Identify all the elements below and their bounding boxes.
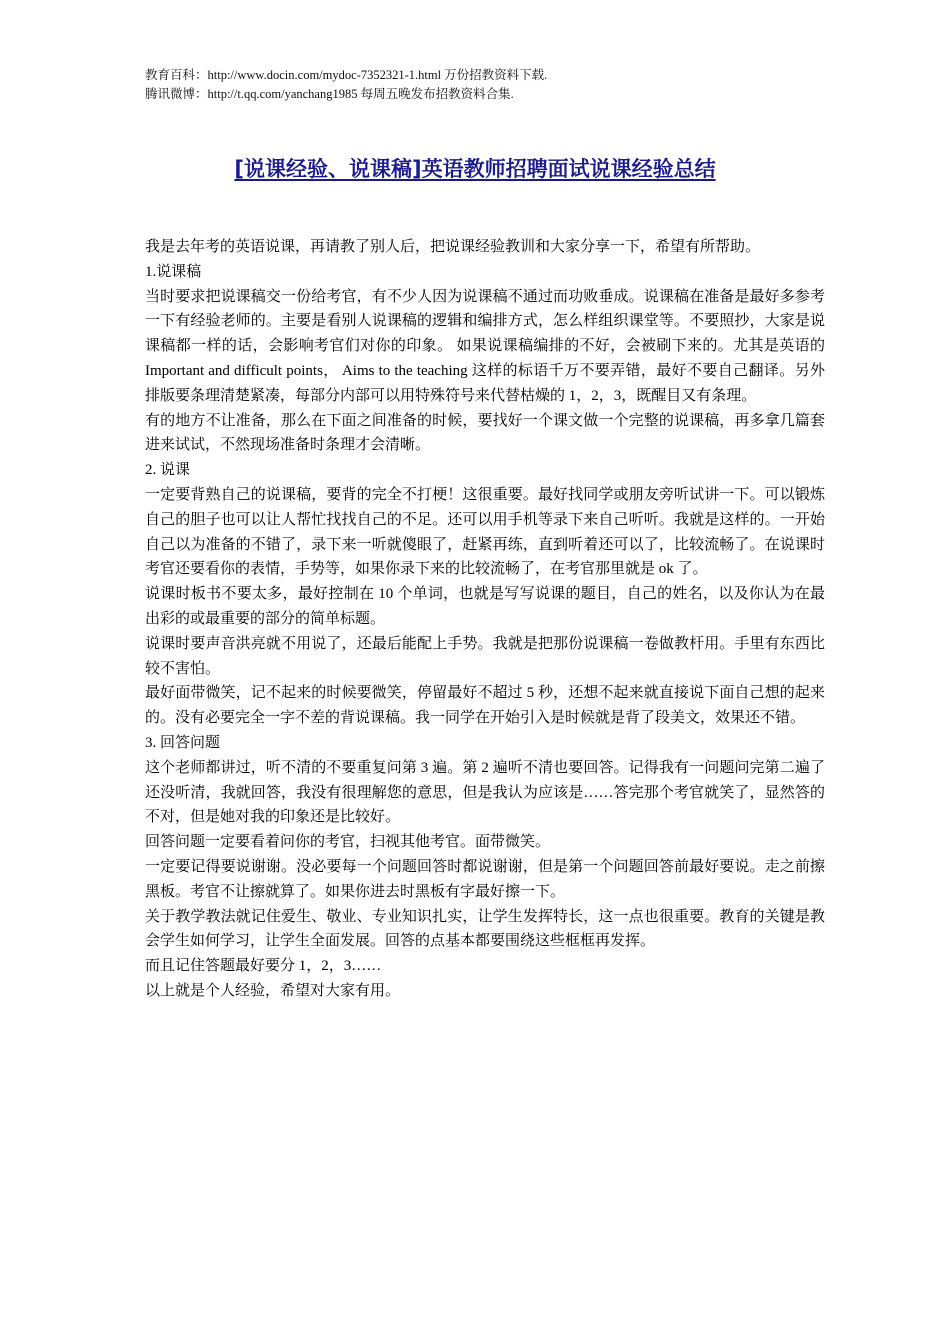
paragraph: 一定要记得要说谢谢。没必要每一个问题回答时都说谢谢，但是第一个问题回答前最好要说。走之前擦黑板。考官不让擦就算了。如果你进去时黑板有字最好擦一下。: [145, 858, 825, 900]
document-body: [145, 235, 825, 1004]
paragraph: 最好面带微笑，记不起来的时候要微笑，停留最好不超过 5 秒，还想不起来就直接说下面自己想的起来的。没有必要完全一字不差的背说课稿。我一同学在开始引入是时候就是背了段美文，效果还不错。: [145, 685, 825, 727]
paragraph: 当时要求把说课稿交一份给考官，有不少人因为说课稿不通过而功败垂成。说课稿在准备是最好多参考一下有经验老师的。主要是看别人说课稿的逻辑和编排方式，怎么样组织课堂等。不要照抄，大家是说课稿都一样的话，会影响考官们对你的印象。 如果说课稿编排的不好，会被刷下来的。尤其是英语的 Important and difficult points， Aims to the teaching 这样的标语千万不要弄错，最好不要自己翻译。另外排版要条理清楚紧凑，每部分内部可以用特殊符号来代替枯燥的 1，2，3，既醒目又有条理。: [145, 288, 825, 404]
header-line-docin: 教育百科：http://www.docin.com/mydoc-7352321-1.html 万份招教资料下载.: [145, 68, 548, 82]
section-heading-1: 1.说课稿: [145, 263, 202, 280]
paragraph: 这个老师都讲过，听不清的不要重复问第 3 遍。第 2 遍听不清也要回答。记得我有一问题问完第二遍了还没听清，我就回答，我没有很理解您的意思，但是我认为应该是……答完那个考官就笑了，显然答的不对，但是她对我的印象还是比较好。: [145, 759, 825, 826]
paragraph: 而且记住答题最好要分 1，2，3……: [145, 958, 382, 975]
paragraph: 一定要背熟自己的说课稿，要背的完全不打梗！这很重要。最好找同学或朋友旁听试讲一下。可以锻炼自己的胆子也可以让人帮忙找找自己的不足。还可以用手机等录下来自己听听。我就是这样的。一开始自己以为准备的不错了，录下来一听就傻眼了，赶紧再练，直到听着还可以了，比较流畅了。在说课时考官还要看你的表情，手势等，如果你录下来的比较流畅了，在考官那里就是 ok 了。: [145, 486, 825, 578]
paragraph: 关于教学教法就记住爱生、敬业、专业知识扎实，让学生发挥特长，这一点也很重要。教育的关键是教会学生如何学习，让学生全面发展。回答的点基本都要围绕这些框框再发挥。: [145, 908, 825, 950]
document-title: [说课经验、说课稿]英语教师招聘面试说课经验总结: [234, 157, 716, 181]
section-heading-2: 2. 说课: [145, 462, 191, 479]
section-heading-3: 3. 回答问题: [145, 734, 221, 751]
paragraph: 回答问题一定要看着问你的考官，扫视其他考官。面带微笑。: [145, 834, 551, 851]
paragraph: 有的地方不让准备，那么在下面之间准备的时候，要找好一个课文做一个完整的说课稿，再多拿几篇套进来试试，不然现场准备时条理才会清晰。: [145, 412, 825, 454]
paragraph: 说课时板书不要太多，最好控制在 10 个单词，也就是写写说课的题目，自己的姓名，以及你认为在最出彩的或最重要的部分的简单标题。: [145, 586, 825, 627]
paragraph: 说课时要声音洪亮就不用说了，还最后能配上手势。我就是把那份说课稿一卷做教杆用。手里有东西比较不害怕。: [145, 635, 825, 677]
header-line-weibo: 腾讯微博：http://t.qq.com/yanchang1985 每周五晚发布招教资料合集.: [145, 87, 514, 101]
page-header: [145, 66, 845, 104]
paragraph-closing: 以上就是个人经验，希望对大家有用。: [145, 982, 401, 999]
paragraph-intro: 我是去年考的英语说课，再请教了别人后，把说课经验教训和大家分享一下，希望有所帮助。: [145, 239, 761, 255]
